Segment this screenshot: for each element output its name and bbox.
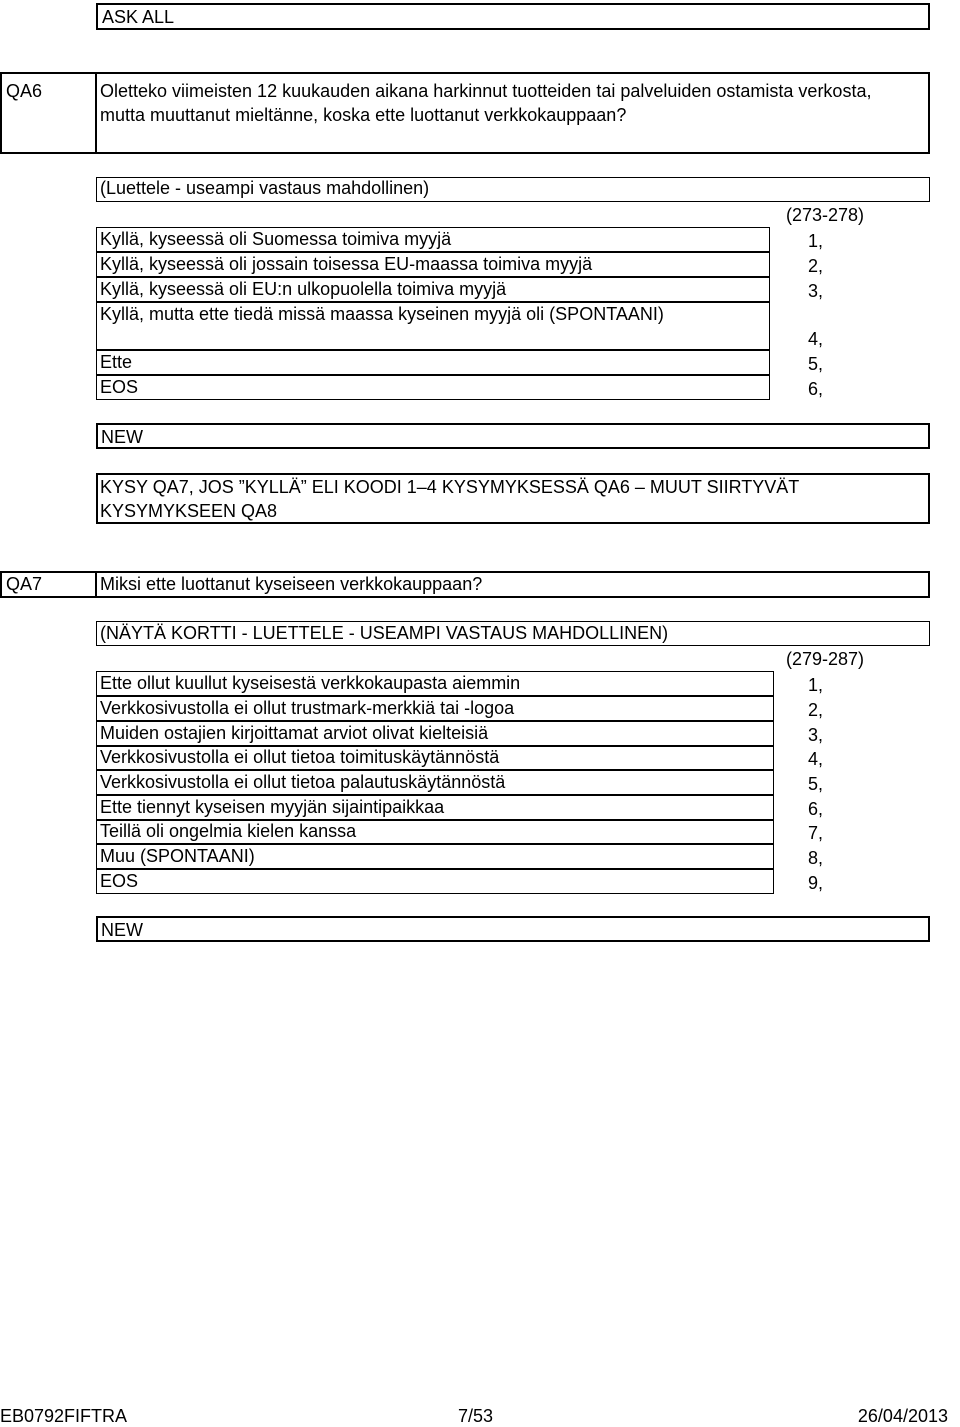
qa7-option-label: Muiden ostajien kirjoittamat arviot olivat kielteisiä: [100, 723, 489, 743]
footer-doc-id: EB0792FIFTRA: [0, 1406, 128, 1426]
qa7-option-code: 4,: [807, 749, 823, 769]
qa7-option-label: Teillä oli ongelmia kielen kanssa: [100, 821, 357, 841]
ask-all-box: [96, 3, 930, 30]
qa6-question-text: Oletteko viimeisten 12 kuukauden aikana harkinnut tuotteiden tai palveluiden ostamista verkosta, mutta muuttanut mieltänne, koska ette luottanut verkkokauppaan?: [100, 81, 872, 125]
qa7-option-code: 1,: [807, 675, 823, 695]
qa6-option-label: Kyllä, kyseessä oli Suomessa toimiva myyjä: [100, 229, 452, 249]
qa7-option-code: 7,: [807, 823, 823, 843]
qa6-option-code: 5,: [807, 354, 823, 374]
qa7-question-text: Miksi ette luottanut kyseiseen verkkokauppaan?: [100, 574, 483, 594]
qa7-option-label: EOS: [100, 871, 139, 891]
qa6-option-label: Kyllä, kyseessä oli jossain toisessa EU-maassa toimiva myyjä: [100, 254, 593, 274]
qa7-option-label: Muu (SPONTAANI): [100, 846, 255, 866]
qa6-option-label: EOS: [100, 377, 139, 397]
qa6-option-label: Kyllä, kyseessä oli EU:n ulkopuolella toimiva myyjä: [100, 279, 507, 299]
qa7-instruction: (NÄYTÄ KORTTI - LUETTELE - USEAMPI VASTAUS MAHDOLLINEN): [100, 623, 669, 643]
qa6-option-box-6: [96, 375, 770, 400]
qa6-option-label: Ette: [100, 352, 133, 372]
qa7-option-code: 3,: [807, 725, 823, 745]
qa7-option-code: 6,: [807, 799, 823, 819]
footer-page-number: 7/53: [458, 1406, 494, 1426]
qa7-option-code: 8,: [807, 848, 823, 868]
qa7-option-label: Ette ollut kuullut kyseisestä verkkokaupasta aiemmin: [100, 673, 521, 693]
qa6-new-label: NEW: [101, 427, 143, 447]
ask-all-label: ASK ALL: [102, 7, 175, 27]
qa6-instruction: (Luettele - useampi vastaus mahdollinen): [100, 178, 430, 198]
qa7-option-label: Verkkosivustolla ei ollut trustmark-merkkiä tai -logoa: [100, 698, 515, 718]
qa7-code: QA7: [6, 574, 43, 594]
qa7-option-code: 9,: [807, 873, 823, 893]
qa7-columns: (279-287): [785, 649, 864, 669]
routing-text: KYSY QA7, JOS ”KYLLÄ” ELI KOODI 1–4 KYSYMYKSESSÄ QA6 – MUUT SIIRTYVÄT KYSYMYKSEEN QA8: [100, 477, 799, 521]
qa7-new-box: [96, 916, 930, 942]
qa7-option-code: 5,: [807, 774, 823, 794]
qa6-option-box-5: [96, 350, 770, 375]
qa6-new-box: [96, 423, 930, 449]
qa7-option-label: Verkkosivustolla ei ollut tietoa palautuskäytännöstä: [100, 772, 506, 792]
qa6-option-code: 2,: [807, 256, 823, 276]
footer-date: 26/04/2013: [857, 1406, 948, 1426]
qa7-option-code: 2,: [807, 700, 823, 720]
qa6-divider: [95, 72, 97, 154]
qa6-option-code: 1,: [807, 231, 823, 251]
qa7-option-label: Verkkosivustolla ei ollut tietoa toimituskäytännöstä: [100, 747, 500, 767]
qa6-option-code: 3,: [807, 281, 823, 301]
qa7-option-label: Ette tiennyt kyseisen myyjän sijaintipaikkaa: [100, 797, 445, 817]
qa6-code: QA6: [6, 81, 43, 101]
qa6-option-code: 6,: [807, 379, 823, 399]
qa6-option-code: 4,: [807, 329, 823, 349]
qa7-divider: [95, 571, 97, 598]
qa6-columns: (273-278): [785, 205, 864, 225]
qa7-option-box-9: [96, 869, 774, 894]
qa6-option-label: Kyllä, mutta ette tiedä missä maassa kyseinen myyjä oli (SPONTAANI): [100, 304, 664, 324]
qa7-new-label: NEW: [101, 920, 143, 940]
